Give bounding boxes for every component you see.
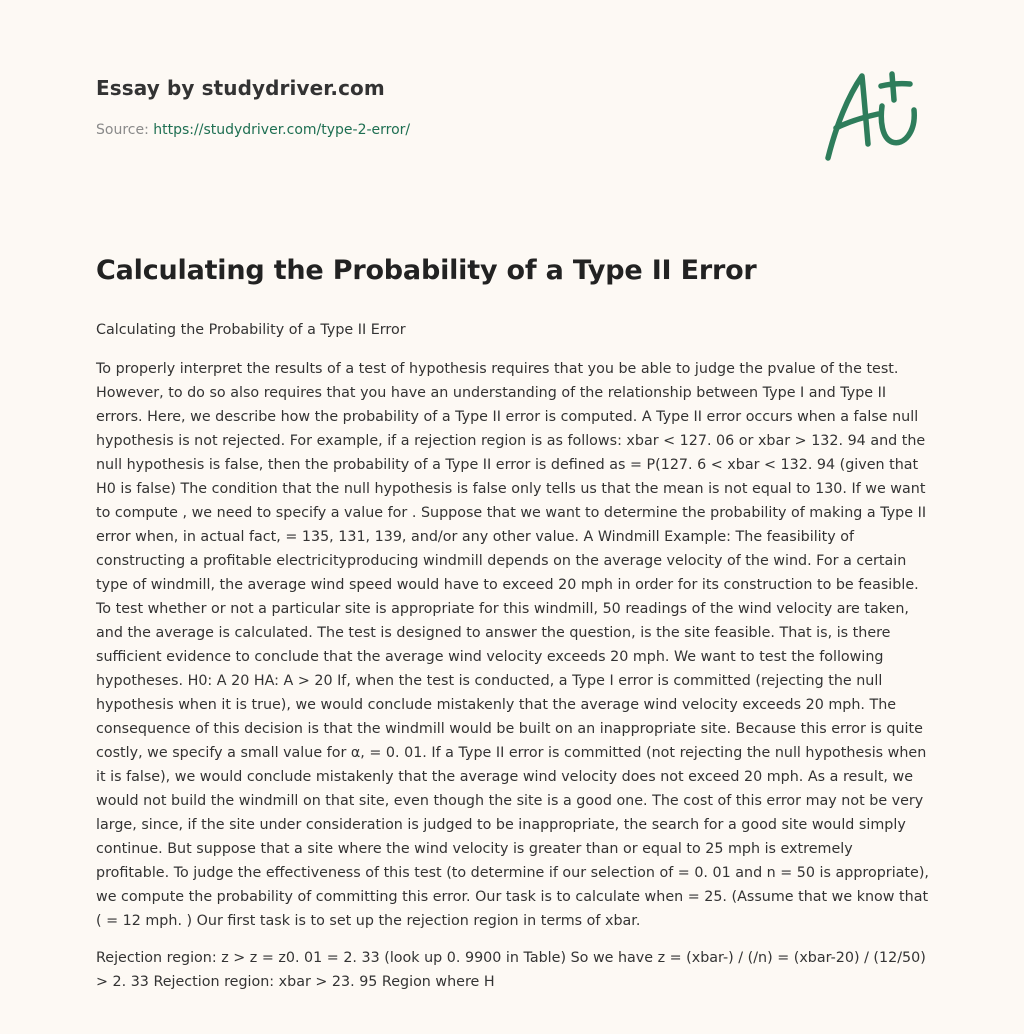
header <box>96 76 796 138</box>
brand-title: Essay by studydriver.com <box>96 76 385 100</box>
paragraph-2: Rejection region: z > z = z0. 01 = 2. 33 (look up 0. 9900 in Table) So we have z = (xbar-) / (/n) = (xbar-20) / (12/50) > 2. 33 Rejection region: xbar > 23. 95 Region where H <box>96 950 926 990</box>
source-link[interactable]: https://studydriver.com/type-2-error/ <box>153 122 411 138</box>
article-body <box>96 318 930 1007</box>
source-line <box>96 122 796 138</box>
article-subtitle: Calculating the Probability of a Type II Error <box>96 322 406 338</box>
source-label: Source: <box>96 122 149 138</box>
paragraph-1: To properly interpret the results of a test of hypothesis requires that you be able to judge the pvalue of the test. However, to do so also requires that you have an understanding of the relationship between Type I and Type II errors. Here, we describe how the probability of a Type II error is computed. A Type II error occurs when a false null hypothesis is not rejected. For example, if a rejection region is as follows: xbar < 127. 06 or xbar > 132. 94 and the null hypothesis is false, then the probability of a Type II error is defined as = P(127. 6 < xbar < 132. 94 (given that H0 is false) The condition that the null hypothesis is false only tells us that the mean is not equal to 130. If we want to compute , we need to specify a value for . Suppose that we want to determine the probability of making a Type II error when, in actual fact, = 135, 131, 139, and/or any other value. A Windmill Example: The feasibility of constructing a profitable electricityproducing windmill depends on the average velocity of the wind. For a certain type of windmill, the average wind speed would have to exceed 20 mph in order for its construction to be feasible. To test whether or not a particular site is appropriate for this windmill, 50 readings of the wind velocity are taken, and the average is calculated. The test is designed to answer the question, is the site feasible. That is, is there sufficient evidence to conclude that the average wind velocity exceeds 20 mph. We want to test the following hypotheses. H0: A 20 HA: A > 20 If, when the test is conducted, a Type I error is committed (rejecting the null hypothesis when it is true), we would conclude mistakenly that the average wind velocity exceeds 20 mph. The consequence of this decision is that the windmill would be built on an inappropriate site. Because this error is quite costly, we specify a small value for α, = 0. 01. If a Type II error is committed (not rejecting the null hypothesis when it is false), we would conclude mistakenly that the average wind velocity does not exceed 20 mph. As a result, we would not build the windmill on that site, even though the site is a good one. The cost of this error may not be very large, since, if the site under consideration is judged to be inappropriate, the search for a good site would simply continue. But suppose that a site where the wind velocity is greater than or equal to 25 mph is extremely profitable. To judge the effectiveness of this test (to determine if our selection of = 0. 01 and n = 50 is appropriate), we compute the probability of committing this error. Our task is to calculate when = 25. (Assume that we know that ( = 12 mph. ) Our first task is to set up the rejection region in terms of xbar. <box>96 361 929 929</box>
page-title: Calculating the Probability of a Type II Error <box>96 255 757 286</box>
a-plus-logo-icon <box>818 66 928 166</box>
